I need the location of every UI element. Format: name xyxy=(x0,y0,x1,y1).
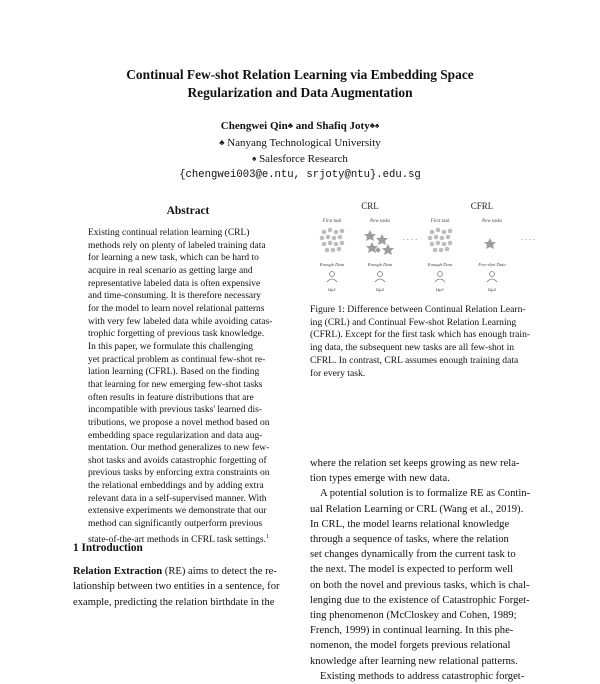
abstract-line: state-of-the-art methods in CFRL task settings.$^1$ xyxy=(88,533,270,545)
affiliation-2 xyxy=(0,151,600,168)
caption-line: CFRL. In contrast, CRL assumes enough training data xyxy=(310,354,519,366)
caption-line: ing data, the subsequent new tasks are all few-shot in xyxy=(310,342,515,354)
club-symbol-2: ♣ xyxy=(369,121,375,130)
footnote-mark: 1 xyxy=(266,533,270,540)
figure-label-crl: CRL xyxy=(361,201,379,211)
fig-model-1a: Ωp1 xyxy=(327,287,337,292)
fig-first-task-2: First task xyxy=(430,219,450,224)
abstract-line: shot tasks and avoids catastrophic forgetting of xyxy=(88,455,267,466)
abstract-line: acquire in real scenario as getting large and xyxy=(88,265,253,276)
fig-few-shot-data: Few-shot Data xyxy=(478,262,506,267)
abstract-line: methods rely on plenty of labeled training data xyxy=(88,240,266,251)
figure-1-diagram xyxy=(310,198,542,298)
author-1: Chengwei Qin xyxy=(220,120,288,132)
section-heading-introduction: 1 Introduction xyxy=(73,542,143,554)
caption-line: (CFRL). Except for the first task which has enough train- xyxy=(310,329,531,341)
caption-line: ing (CRL) and Continual Few-shot Relation Learning xyxy=(310,316,517,328)
abstract-line: yet practical problem as continual few-shot re- xyxy=(88,354,266,365)
right-line-12: French, 1999) in continual learning. In this phe- xyxy=(310,625,514,637)
paper-title xyxy=(0,66,600,102)
spade-symbol-aff: ♠ xyxy=(252,154,257,163)
right-column-body xyxy=(310,456,542,684)
abstract-line: Existing continual relation learning (CRL) xyxy=(88,228,250,238)
intro-lead-term: Relation Extraction xyxy=(73,566,163,577)
intro-line-1 xyxy=(73,564,305,579)
abstract-line: relevant data in a self-supervised manner. With xyxy=(88,493,267,504)
right-line-15: Existing methods to address catastrophic forget- xyxy=(320,670,525,682)
abstract-line: mentation. Our method generalizes to new few- xyxy=(88,443,270,454)
fig-model-icons xyxy=(327,272,497,283)
fig-enough-data-2: Enough Data xyxy=(367,262,393,267)
fig-first-task-1: First task xyxy=(322,219,342,224)
right-line-14: knowledge after learning new relational patterns. xyxy=(310,655,518,667)
caption-line: Figure 1: Difference between Continual Relation Learn- xyxy=(310,304,526,315)
fig-new-tasks-1: New tasks xyxy=(369,219,391,224)
fig-cluster-cfrl-new xyxy=(484,238,496,249)
abstract-line: embedding space regularization and data aug- xyxy=(88,430,263,441)
intro-line-1-rest: (RE) aims to detect the re- xyxy=(162,566,277,577)
club-symbol: ♣ xyxy=(287,121,293,130)
fig-cluster-crl-first xyxy=(320,228,345,253)
abstract-line: for learning a new task, which can be hard to xyxy=(88,253,259,264)
title-line-2: Regularization and Data Augmentation xyxy=(187,85,413,100)
abstract-line: incompatible with previous tasks' learned dis- xyxy=(88,405,262,416)
right-line-3: A potential solution is to formalize RE as Contin- xyxy=(320,488,531,500)
introduction-text xyxy=(73,564,305,610)
club-symbol-aff: ♣ xyxy=(219,137,225,147)
right-line-11: ting phenomenon (McCloskey and Cohen, 1989; xyxy=(310,610,517,622)
right-line-8: the next. The model is expected to perform well xyxy=(310,564,514,576)
figure-1-caption xyxy=(310,304,535,380)
abstract-line: In this paper, we formulate this challenging xyxy=(88,341,254,352)
right-line-7: set changes dynamically from the current task to xyxy=(310,549,516,561)
caption-line: for every task. xyxy=(310,367,366,379)
intro-line-2: lationship between two entities in a sentence, for xyxy=(73,581,280,593)
abstract-line: often results in feature distributions that are xyxy=(88,392,254,403)
spade-symbol: ♠ xyxy=(374,121,380,130)
affiliation-1-text: Nanyang Technological University xyxy=(227,136,381,149)
right-line-5: In CRL, the model learns relational knowledge xyxy=(310,518,510,530)
fig-enough-data-1: Enough Data xyxy=(319,262,345,267)
right-line-4: ual Relation Learning or CRL (Wang et al., 2019). xyxy=(310,503,524,515)
fig-new-tasks-2: New tasks xyxy=(481,219,503,224)
author-email: {chengwei003@e.ntu, srjoty@ntu}.edu.sg xyxy=(179,168,421,181)
intro-line-3: example, predicting the relation birthdate in the xyxy=(73,596,275,608)
author-names xyxy=(0,118,600,135)
fig-cluster-crl-new xyxy=(364,230,394,255)
right-line-6: through a sequence of tasks, where the relation xyxy=(310,534,509,546)
abstract-line: tributions, we propose a novel method based on xyxy=(88,417,270,428)
affiliation-2-text: Salesforce Research xyxy=(259,153,348,165)
right-line-9: on both the novel and previous tasks, which is chal- xyxy=(310,579,530,591)
abstract-line: previous tasks by enforcing extra constraints on xyxy=(88,468,270,479)
abstract-line: representative labeled data is often expensive xyxy=(88,278,261,289)
author-block xyxy=(0,118,600,183)
abstract-line: extensive experiments we demonstrate that our xyxy=(88,506,267,517)
abstract-line: method can significantly outperform previous xyxy=(88,519,263,530)
author-2: and Shafiq Joty xyxy=(292,120,370,132)
fig-model-2b: Ωp2 xyxy=(487,287,497,292)
abstract-line: lation learning (CFRL). Based on the finding xyxy=(88,367,260,378)
fig-cluster-cfrl-first xyxy=(428,228,453,253)
title-line-1: Continual Few-shot Relation Learning via Embedding Space xyxy=(126,67,474,82)
abstract-line: that learning for new emerging few-shot tasks xyxy=(88,379,263,390)
abstract-text xyxy=(88,227,288,547)
right-line-2: tion types emerge with new data. xyxy=(310,473,450,485)
right-line-13: nomenon, the model forgets previous relational xyxy=(310,640,511,652)
affiliation-1 xyxy=(0,135,600,152)
figure-label-cfrl: CFRL xyxy=(470,201,494,211)
abstract-line: and time-consuming. It is therefore necessary xyxy=(88,291,262,302)
abstract-heading: Abstract xyxy=(166,205,210,217)
fig-model-2a: Ωp2 xyxy=(375,287,385,292)
fig-dots-2: · · · · xyxy=(520,236,536,244)
abstract-line: with very few labeled data while avoiding catas- xyxy=(88,316,273,327)
abstract-line: trophic forgetting of previous task knowledge. xyxy=(88,329,265,340)
right-line-1: where the relation set keeps growing as new rela- xyxy=(310,458,520,469)
abstract-line: the relational embeddings and by adding extra xyxy=(88,481,264,492)
fig-enough-data-3: Enough Data xyxy=(427,262,453,267)
fig-model-1b: Ωp1 xyxy=(435,287,445,292)
fig-dots-1: · · · · xyxy=(402,236,418,244)
abstract-line: for the model to learn novel relational patterns xyxy=(88,303,265,314)
right-line-10: lenging due to the existence of Catastrophic Forget- xyxy=(310,594,530,606)
